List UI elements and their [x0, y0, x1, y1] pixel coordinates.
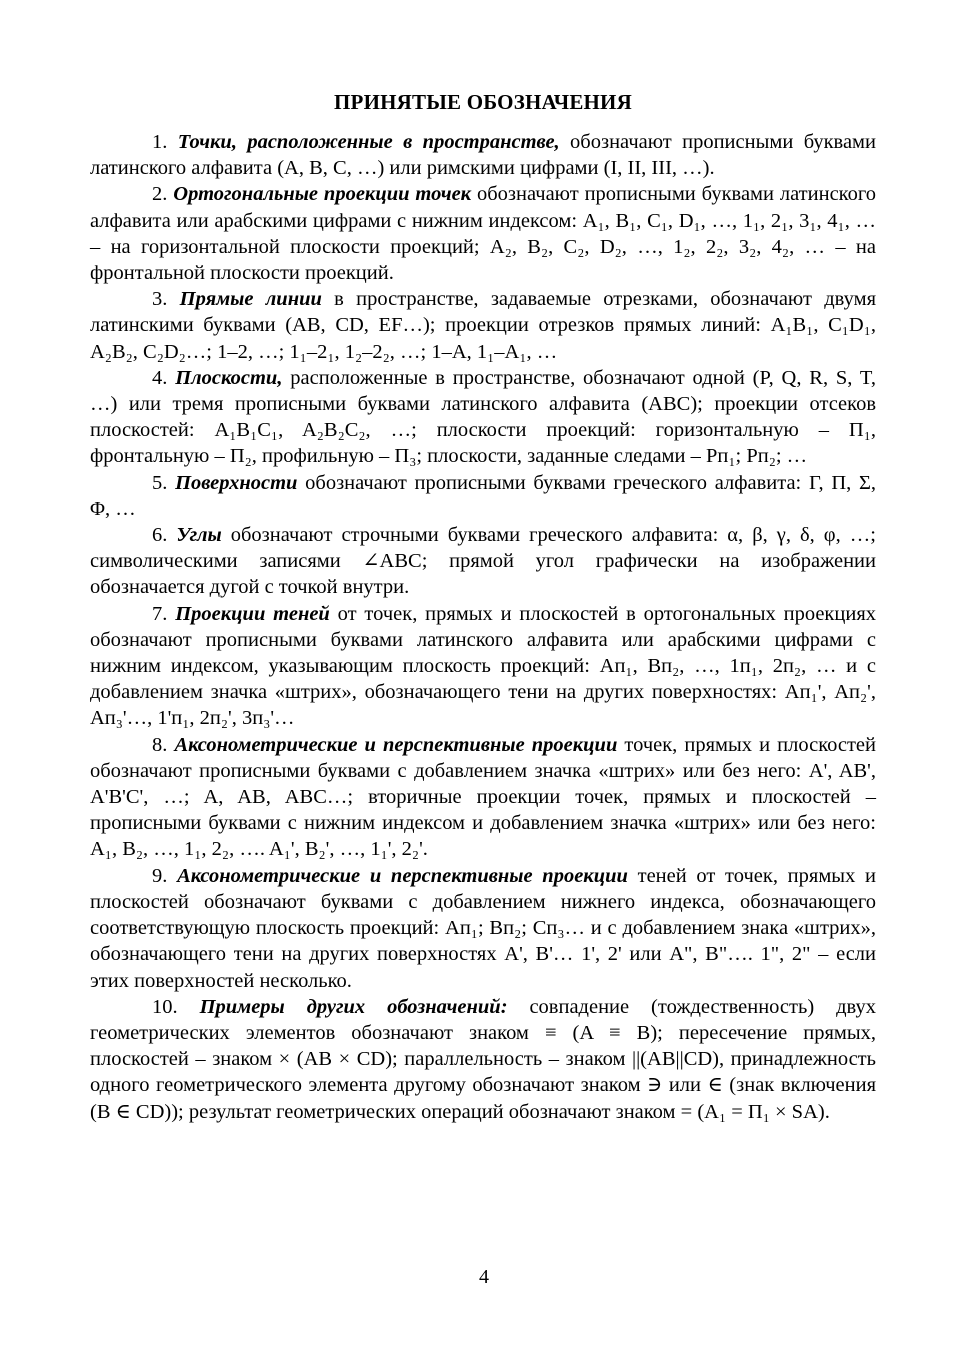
paragraph-number: 10.: [152, 995, 200, 1018]
term-axonometric-shadows: Аксонометрические и перспективные проекции: [177, 864, 628, 887]
paragraph-6: [90, 522, 876, 601]
term-points: Точки, расположенные в пространстве,: [177, 131, 560, 153]
paragraph-number: 4.: [152, 366, 176, 389]
paragraph-text: обозначают прописными буквами греческого алфавита: Г, П, Σ, Φ, …: [90, 471, 876, 520]
paragraph-text: теней от точек, прямых и плоскостей обозначают буквами с добавлением нижнего индекса, обозначающего соответствующую плоскость проекций: Aп₁; Bп₂; Cп₃… и с добавлением знака «штрих», обозначающего тени на других поверхностях A', B'… 1', 2' или A", B"…. 1", 2" – если этих поверхностей несколько.: [90, 864, 876, 992]
paragraph-number: 7.: [152, 602, 176, 625]
term-surfaces: Поверхности: [175, 471, 298, 494]
page-title: ПРИНЯТЫЕ ОБОЗНАЧЕНИЯ: [334, 90, 632, 114]
page-number: 4: [479, 1266, 489, 1288]
paragraph-7: [90, 601, 876, 732]
paragraph-text: от точек, прямых и плоскостей в ортогональных проекциях обозначают прописными буквами латинского алфавита или арабскими цифрами с нижним индексом, указывающим плоскость проекций: Aп₁, Bп₂, …, 1п₁, 2п₂, … и с добавлением значка «штрих», обозначающего тени на других поверхностях: Aп₁', Aп₂', Aп₃'…, 1'п₁, 2п₂', 3п₃'…: [90, 602, 876, 730]
paragraph-text: точек, прямых и плоскостей обозначают прописными буквами с добавлением значка «штрих» или без него: A', AB', A'B'C', …; A, AB, ABC…; вторичные проекции точек, прямых и плоскостей – прописными буквами с нижним индексом и добавлением значка «штрих» или без него: A₁, B₂, …, 1₁, 2₂, …. A₁', B₂', …, 1₁', 2₂'.: [90, 733, 876, 861]
paragraph-2: [90, 181, 876, 286]
paragraph-text: обозначают прописными буквами латинского алфавита или арабскими цифрами с нижним индексом: A₁, B₁, C₁, D₁, …, 1₁, 2₁, 3₁, 4₁, … – на горизонтальной плоскости проекций; A₂, B₂, C₂, D₂, …, 1₂, 2₂, 3₂, 4₂, … – на фронтальной плоскости проекций.: [90, 183, 876, 285]
paragraph-1: [90, 129, 876, 181]
term-shadow-projections: Проекции теней: [175, 602, 330, 625]
paragraph-5: [90, 470, 876, 522]
paragraph-9: [90, 863, 876, 994]
document-page: [90, 90, 876, 1125]
term-planes: Плоскости,: [175, 366, 283, 389]
paragraph-number: 1.: [152, 131, 178, 153]
term-other-notations: Примеры других обозначений:: [199, 995, 508, 1018]
paragraph-number: 2.: [152, 183, 174, 206]
paragraph-number: 8.: [152, 733, 175, 756]
paragraph-10: [90, 994, 876, 1125]
paragraph-text: в пространстве, задаваемые отрезками, обозначают двумя латинскими буквами (AB, CD, EF…); проекции отрезков прямых линий: A₁B₁, C₁D₁, A₂B₂, C₂D₂…; 1–2, …; 1₁–2₁, 1₂–2₂, …; 1–A, 1₁–A₁, …: [90, 288, 876, 363]
term-angles: Углы: [176, 524, 222, 547]
paragraph-text: обозначают прописными буквами латинского алфавита (A, B, C, …) или римскими цифрами (I, II, III, …).: [90, 131, 877, 180]
paragraph-number: 5.: [152, 471, 176, 494]
paragraph-number: 9.: [152, 864, 178, 887]
term-axonometric-projections: Аксонометрические и перспективные проекции: [174, 733, 618, 756]
paragraph-8: [90, 732, 876, 863]
paragraph-number: 6.: [152, 524, 177, 547]
paragraph-4: [90, 365, 876, 470]
paragraph-number: 3.: [152, 288, 180, 311]
term-lines: Прямые линии: [179, 288, 322, 311]
paragraph-3: [90, 286, 876, 365]
paragraph-text: расположенные в пространстве, обозначают одной (P, Q, R, S, T, …) или тремя прописными буквами латинского алфавита (ABC); проекции отсеков плоскостей: A₁B₁C₁, A₂B₂C₂, …; плоскости проекций: горизонтальную – П₁, фронтальную – П₂, профильную – П₃; плоскости, заданные следами – Pп₁; Pп₂; …: [90, 366, 876, 468]
term-orthogonal-projections: Ортогональные проекции точек: [173, 183, 472, 206]
paragraph-text: совпадение (тождественность) двух геометрических элементов обозначают знаком ≡ (A ≡ B); пересечение прямых, плоскостей – знаком × (AB × CD); параллельность – знаком ||(AB||CD), принадлежность одного геометрического элемента другому обозначают знаком ∋ или ∈ (знак включения (B ∈ CD)); результат геометрических операций обозначают знаком = (A₁ = П₁ × SA).: [90, 995, 877, 1123]
paragraph-text: обозначают строчными буквами греческого алфавита: α, β, γ, δ, φ, …; символическими записями ∠ABC; прямой угол графически на изображении обозначается дугой с точкой внутри.: [90, 524, 876, 599]
